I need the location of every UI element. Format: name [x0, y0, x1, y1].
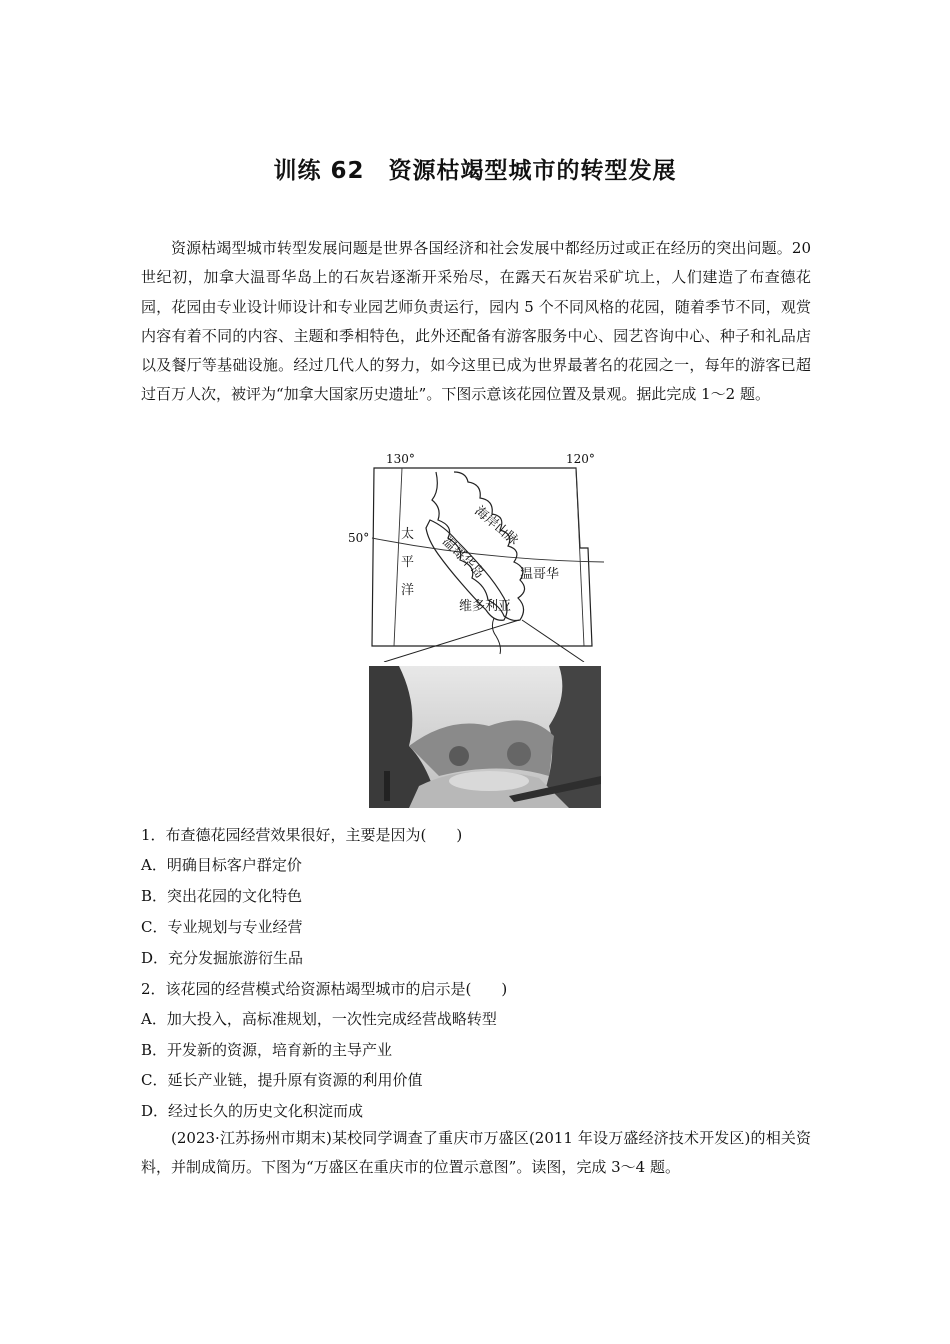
lon-label-120: 120°: [566, 452, 595, 466]
lat-label-50: 50°: [348, 531, 370, 545]
question-number: 2．: [141, 980, 166, 998]
option-1a: A．明确目标客户群定价: [141, 856, 302, 874]
leader-line-right: [522, 620, 584, 662]
label-ocean-1: 太: [401, 527, 415, 542]
option-1b: B．突出花园的文化特色: [141, 887, 303, 905]
option-1c: C．专业规划与专业经营: [141, 918, 303, 936]
meridian-120: [576, 468, 584, 646]
option-2b: B．开发新的资源，培育新的主导产业: [141, 1041, 393, 1059]
option-1d: D．充分发掘旅游衍生品: [141, 949, 304, 967]
label-ocean-2: 平: [401, 555, 415, 570]
next-intro-paragraph: (2023·江苏扬州市期末)某校同学调查了重庆市万盛区(2011 年设万盛经济技术开发区)的相关资料，并制成简历。下图为“万盛区在重庆市的位置示意图”。读图，完成 3～4 题。: [141, 1129, 811, 1177]
lon-label-130: 130°: [386, 452, 415, 466]
label-vancouver-island: 温哥华岛: [439, 534, 487, 582]
question-number: 1．: [141, 826, 166, 844]
question-stem: 该花园的经营模式给资源枯竭型城市的启示是( ): [165, 980, 508, 998]
location-map: [344, 450, 606, 662]
label-coast-mountains: 海岸山脉: [471, 503, 521, 549]
option-2c: C．延长产业链，提升原有资源的利用价值: [141, 1071, 423, 1089]
victoria-inlet: [492, 618, 500, 654]
page-title: 训练 62 资源枯竭型城市的转型发展: [273, 158, 677, 184]
garden-photo: [369, 666, 601, 808]
question-stem: 布查德花园经营效果很好，主要是因为( ): [165, 826, 463, 844]
label-victoria: 维多利亚: [459, 599, 512, 614]
option-2a: A．加大投入，高标准规划，一次性完成经营战略转型: [141, 1010, 497, 1028]
option-2d: D．经过长久的历史文化积淀而成: [141, 1102, 364, 1120]
label-vancouver: 温哥华: [520, 567, 560, 582]
question-1: [141, 825, 811, 845]
question-2: [141, 979, 811, 999]
intro-paragraph: 资源枯竭型城市转型发展问题是世界各国经济和社会发展中都经历过或正在经历的突出问题。20 世纪初，加拿大温哥华岛上的石灰岩逐渐开采殆尽，在露天石灰岩采矿坑上，人们建造了布查德花园，花园由专业设计师设计和专业园艺师负责运行，园内 5 个不同风格的花园，随着季节不同，观赏内容有着不同的内容、主题和季相特色，此外还配备有游客服务中心、园艺咨询中心、种子和礼品店以及餐厅等基础设施。经过几代人的努力，如今这里已成为世界最著名的花园之一，每年的游客已超过百万人次，被评为“加拿大国家历史遗址”。下图示意该花园位置及景观。据此完成 1～2 题。: [141, 239, 811, 404]
label-ocean-3: 洋: [401, 583, 415, 598]
